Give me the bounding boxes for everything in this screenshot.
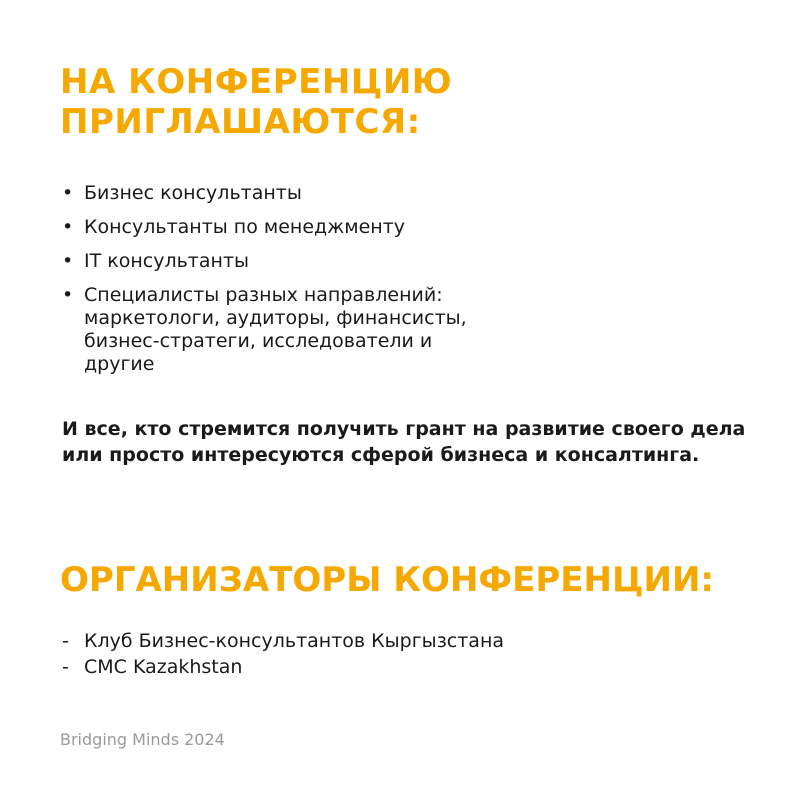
dash-marker: - bbox=[62, 656, 69, 678]
bullet-marker: • bbox=[62, 250, 74, 272]
list-item bbox=[60, 216, 740, 239]
list-item-text: Специалисты разных направлений: маркетологи, аудиторы, финансисты, бизнес-стратеги, исследователи и другие bbox=[84, 284, 467, 375]
list-item bbox=[62, 654, 742, 680]
list-item-text: Клуб Бизнес-консультантов Кыргызстана bbox=[84, 630, 505, 652]
list-item-text: Бизнес консультанты bbox=[84, 182, 302, 204]
list-item-text: Консультанты по менеджменту bbox=[84, 216, 406, 238]
list-item bbox=[62, 628, 742, 654]
invite-heading: НА КОНФЕРЕНЦИЮ ПРИГЛАШАЮТСЯ: bbox=[60, 62, 453, 143]
list-item bbox=[60, 250, 740, 273]
bullet-marker: • bbox=[62, 284, 74, 306]
invitee-list bbox=[60, 182, 740, 387]
list-item bbox=[60, 284, 500, 376]
organizer-list bbox=[62, 628, 742, 680]
closing-paragraph: И все, кто стремится получить грант на развитие своего дела или просто интересуются сферой бизнеса и консалтинга. bbox=[62, 418, 746, 466]
list-item bbox=[60, 182, 740, 205]
dash-marker: - bbox=[62, 630, 69, 652]
bullet-marker: • bbox=[62, 216, 74, 238]
list-item-text: IT консультанты bbox=[84, 250, 250, 272]
organizers-heading: ОРГАНИЗАТОРЫ КОНФЕРЕНЦИИ: bbox=[60, 560, 715, 600]
footer-brand: Bridging Minds 2024 bbox=[60, 730, 225, 749]
bullet-marker: • bbox=[62, 182, 74, 204]
list-item-text: CMC Kazakhstan bbox=[84, 656, 243, 678]
